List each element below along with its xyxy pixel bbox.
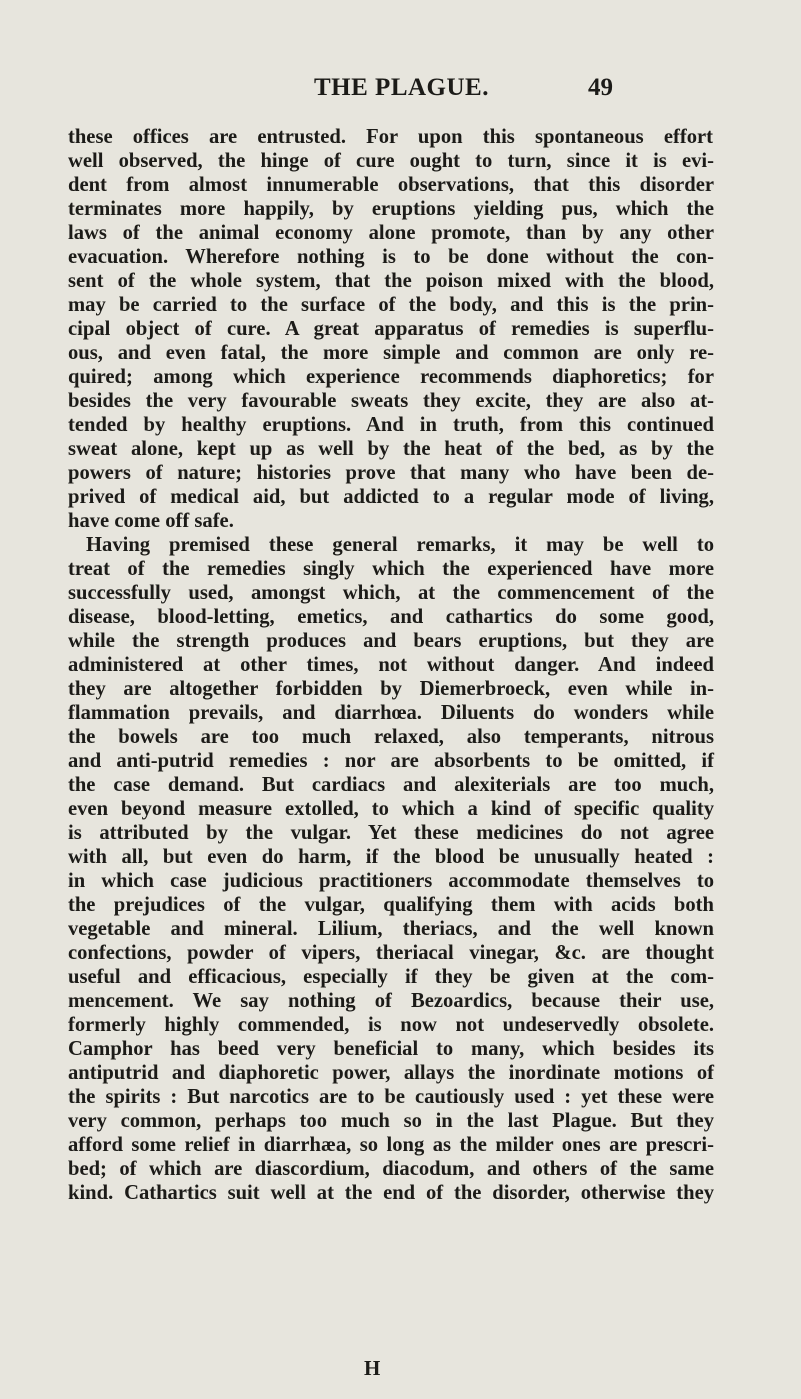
text-line: besides the very favourable sweats they excite, they are also at- — [68, 390, 714, 412]
text-line: Camphor has beed very beneficial to many, which besides its — [68, 1038, 714, 1060]
text-line: flammation prevails, and diarrhœa. Diluents do wonders while — [68, 702, 714, 724]
text-line: very common, perhaps too much so in the last Plague. But they — [68, 1110, 714, 1132]
text-line: have come off safe. — [68, 510, 234, 532]
text-line: they are altogether forbidden by Diemerbroeck, even while in- — [68, 678, 714, 700]
text-line: cipal object of cure. A great apparatus of remedies is superflu- — [68, 318, 714, 340]
text-line: the case demand. But cardiacs and alexiterials are too much, — [68, 774, 714, 796]
text-line: these offices are entrusted. For upon this spontaneous effort — [68, 126, 713, 148]
text-line: administered at other times, not without danger. And indeed — [68, 654, 714, 676]
running-head: THE PLAGUE. — [314, 74, 489, 101]
page-number: 49 — [588, 74, 613, 101]
text-line: useful and efficacious, especially if they be given at the com- — [68, 966, 714, 988]
text-line: Having premised these general remarks, it may be well to — [86, 534, 714, 556]
text-line: well observed, the hinge of cure ought to turn, since it is evi- — [68, 150, 714, 172]
text-line: terminates more happily, by eruptions yielding pus, which the — [68, 198, 714, 220]
text-line: disease, blood-letting, emetics, and cathartics do some good, — [68, 606, 714, 628]
text-line: may be carried to the surface of the body, and this is the prin- — [68, 294, 714, 316]
text-line: is attributed by the vulgar. Yet these medicines do not agree — [68, 822, 714, 844]
text-line: treat of the remedies singly which the experienced have more — [68, 558, 714, 580]
text-line: dent from almost innumerable observations, that this disorder — [68, 174, 714, 196]
text-line: even beyond measure extolled, to which a kind of specific quality — [68, 798, 714, 820]
text-line: and anti-putrid remedies : nor are absorbents to be omitted, if — [68, 750, 714, 772]
text-line: the spirits : But narcotics are to be cautiously used : yet these were — [68, 1086, 714, 1108]
text-line: while the strength produces and bears eruptions, but they are — [68, 630, 714, 652]
text-line: successfully used, amongst which, at the commencement of the — [68, 582, 714, 604]
text-line: prived of medical aid, but addicted to a regular mode of living, — [68, 486, 714, 508]
text-line: confections, powder of vipers, theriacal vinegar, &c. are thought — [68, 942, 714, 964]
text-line: sweat alone, kept up as well by the heat of the bed, as by the — [68, 438, 714, 460]
text-line: vegetable and mineral. Lilium, theriacs, and the well known — [68, 918, 714, 940]
text-line: afford some relief in diarrhæa, so long as the milder ones are prescri- — [68, 1134, 714, 1156]
text-line: powers of nature; histories prove that many who have been de- — [68, 462, 714, 484]
page-header — [0, 74, 801, 108]
text-line: bed; of which are diascordium, diacodum, and others of the same — [68, 1158, 714, 1180]
text-line: tended by healthy eruptions. And in truth, from this continued — [68, 414, 714, 436]
text-line: quired; among which experience recommends diaphoretics; for — [68, 366, 714, 388]
signature-mark: H — [364, 1356, 381, 1380]
text-line: in which case judicious practitioners accommodate themselves to — [68, 870, 714, 892]
text-line: the prejudices of the vulgar, qualifying them with acids both — [68, 894, 714, 916]
text-line: mencement. We say nothing of Bezoardics, because their use, — [68, 990, 714, 1012]
text-line: with all, but even do harm, if the blood be unusually heated : — [68, 846, 714, 868]
text-line: sent of the whole system, that the poison mixed with the blood, — [68, 270, 714, 292]
text-line: antiputrid and diaphoretic power, allays the inordinate motions of — [68, 1062, 714, 1084]
text-line: formerly highly commended, is now not undeservedly obsolete. — [68, 1014, 714, 1036]
text-line: laws of the animal economy alone promote, than by any other — [68, 222, 714, 244]
text-line: evacuation. Wherefore nothing is to be done without the con- — [68, 246, 714, 268]
text-line: ous, and even fatal, the more simple and common are only re- — [68, 342, 714, 364]
text-line: the bowels are too much relaxed, also temperants, nitrous — [68, 726, 714, 748]
text-line: kind. Cathartics suit well at the end of the disorder, otherwise they — [68, 1182, 714, 1204]
